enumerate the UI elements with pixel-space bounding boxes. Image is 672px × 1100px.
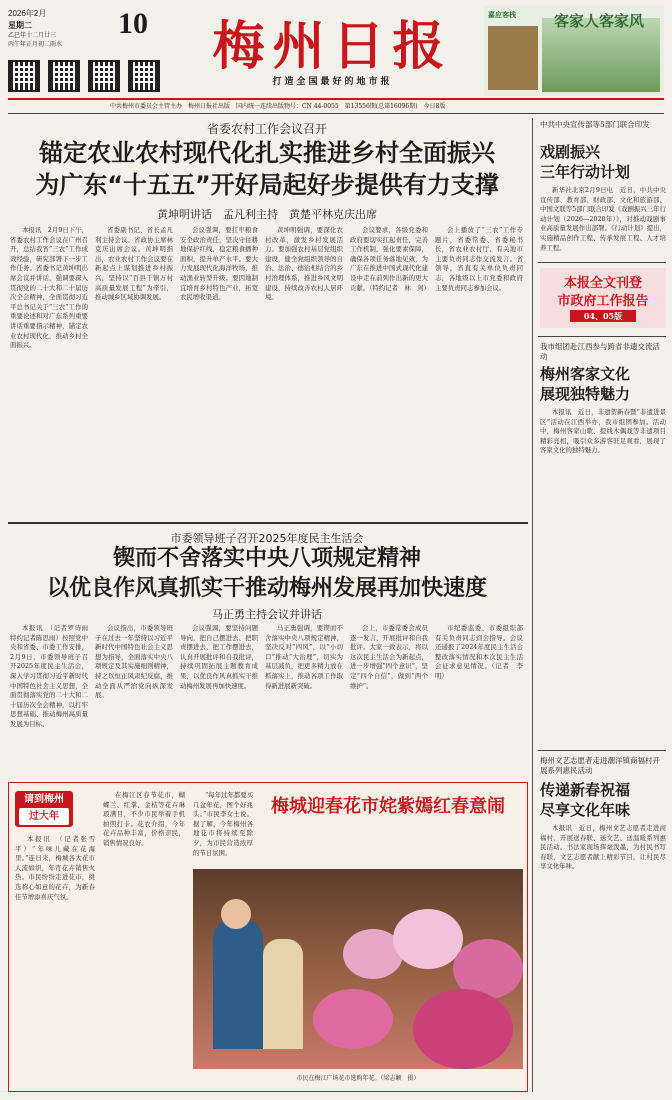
sidebar-item-1-title-2[interactable]: 三年行动计划: [540, 163, 631, 181]
photo-caption: 市民在梅江广场花市选购年花。（梁志颖 摄）: [296, 1075, 420, 1082]
second-column: 会议指出，市委领导班子在过去一年坚持以习近平新时代中国特色社会主义思想为指导，全面落实中央八项规定及其实施细则精神，持之以恒正风肃纪反腐，推动全面从严治党向纵深发展。: [95, 624, 173, 700]
second-byline: 马正勇主持会议并讲话: [212, 608, 322, 621]
second-column: 本报讯 （记者罗诗雨 特约记者陈思雨）按照党中央和省委、市委工作安排，2月9日，市委领导班子召开2025年度民主生活会，深入学习贯彻习近平新时代中国特色社会主义思想，全面贯彻落实党的二十大和二十届历次全会精神，以打牢思想基础、推动梅州高质量发展为目标。: [10, 624, 95, 728]
ad-tag: 嘉应客栈: [488, 12, 516, 19]
report-promo-pages: 04、05版: [570, 310, 636, 322]
newspaper-title: 梅州日报: [212, 15, 453, 77]
qr-code-3[interactable]: [88, 60, 120, 92]
sidebar-item-3-title-1[interactable]: 梅州客家文化: [540, 365, 631, 383]
second-column: 市纪委监委、市委组织部有关负责同志到会指导。会议还通报了2024年度民主生活会整改落实情况和本次民主生活会征求意见情况。（记者 李 明）: [435, 624, 530, 680]
lunar-date-2: 丙午年正月初二雨水: [8, 41, 63, 48]
sidebar-item-4-kicker: 梅州文艺志愿者走进潮洋镇商福村开展系列惠民活动: [540, 756, 660, 775]
ad-book-image: [488, 26, 538, 90]
lead-column: 黄坤明强调，要深化农村改革，激发乡村发展活力。要加强农村基层党组织建设，健全党组织领导的自治、法治、德治相结合的乡村治理体系，推进乡风文明建设，持续改善农村人居环境。: [265, 226, 343, 302]
shopper-figure: [213, 919, 263, 1049]
second-column: 会议强调，要坚持问题导向，把自己摆进去、把职责摆进去、把工作摆进去，认真开展批评和自我批评，持续巩固拓展主题教育成果，以优良作风真抓实干推动梅州发展再加快速度。: [180, 624, 258, 690]
lead-column: 本报讯 2月9日下午，省委农村工作会议在广州召开，总结我省“三农”工作成效经验，研究部署下一步工作任务。省委书记黄坤明出席会议并讲话，强调要深入贯彻党的二十大和二十届历次全会精神，全面贯彻习近平总书记关于“三农”工作的重要论述和对广东系列重要讲话重要指示精神，锚定农业农村现代化，推动乡村全面振兴。: [10, 226, 88, 350]
qr-code-row: [8, 56, 168, 100]
feature-column: 本报讯 （记者张雪平）“年味儿藏在花海里。”连日来，梅城各大花市人流如织，年宵花卉销售火热。市民纷纷走进花市，挑选称心如意的花卉，为新春佳节增添喜庆气氛。: [15, 835, 95, 901]
feature-badge-line-2: 过大年: [19, 808, 69, 825]
qr-code-2[interactable]: [48, 60, 80, 92]
ad-slogan: 客家人客家风: [554, 12, 645, 30]
lead-byline: 黄坤明讲话 孟凡利主持 黄楚平林克庆出席: [157, 208, 377, 221]
issue-weekday: 星期二: [8, 21, 32, 30]
publisher-line: 中共梅州市委员会主管主办 梅州日报社出版 国内统一连续出版物号：CN 44-0055 第13556期(总第16096期) 今日8版: [110, 103, 446, 110]
shopper-head: [221, 899, 251, 929]
second-headline-1[interactable]: 锲而不舍落实中央八项规定精神: [112, 546, 421, 571]
sidebar-item-4-text: 本报讯 近日，梅州文艺志愿者走进商福村，开展送春联、送文艺、送温暖系列惠民活动。书法家现场挥毫泼墨，为村民书写春联，文艺志愿者献上精彩节目，让村民尽享文化年味。: [540, 824, 666, 871]
lead-headline-2[interactable]: 为广东“十五五”开好局起好步提供有力支撑: [35, 171, 499, 199]
feature-badge-line-1: 请到梅州: [24, 794, 64, 805]
sidebar-item-3-text: 本报讯 近日，非遗贺新春暨“非遗进景区”活动在江西举办，我市组团参加。活动中，梅州客家山歌、提线木偶戏等非遗项目精彩亮相，吸引众多游客驻足观看，展现了客家文化的独特魅力。: [540, 408, 666, 455]
sidebar-item-1-text: 新华社北京2月9日电 近日，中共中央宣传部、教育部、财政部、文化和旅游部、中国文联等5部门联合印发《戏剧振兴三年行动计划（2026—2028年）》，对推动戏剧事业高质量发展作出部署。《行动计划》提出，实施精品创作工程、传承发展工程、人才培养工程。: [540, 186, 666, 252]
sidebar-item-1-kicker: 中共中央宣传部等5部门联合印发: [540, 120, 650, 129]
qr-code-4[interactable]: [128, 60, 160, 92]
feature-column: 在梅江区春节花市，蝴蝶兰、红掌、金桔等花卉琳琅满目，不少市民举着手机拍照打卡。花农介绍，今年花卉品种丰富，价格亲民，销售情况良好。: [103, 791, 185, 847]
date-box: [8, 6, 178, 104]
newspaper-title-wrap: [190, 6, 475, 76]
masthead-ad[interactable]: [484, 6, 664, 96]
lead-column: 会议强调，要扛牢粮食安全政治责任，坚决守住耕地保护红线，稳定粮食播种面积，提升单产水平。要大力发展现代化海洋牧场，推动渔业转型升级。要因地制宜培育乡村特色产业，拓宽农民增收渠道。: [180, 226, 258, 302]
child-figure: [263, 939, 303, 1049]
slogan: 打造全国最好的地市报: [272, 77, 393, 87]
issue-date: 2026年2月: [8, 9, 47, 18]
sidebar-item-1-title-1[interactable]: 戏剧振兴: [540, 143, 601, 161]
report-promo[interactable]: [540, 268, 666, 328]
report-promo-line-2: 市政府工作报告: [557, 294, 649, 309]
page-number: 10: [118, 7, 148, 40]
lead-column: 会议要求，各级党委和政府要切实扛起责任，完善工作机制，强化要素保障，确保各项任务落地见效，为广东在推进中国式现代化建设中走在前列作出新的更大贡献。（特约记者 林 剑）: [350, 226, 430, 292]
feature-box: [8, 782, 528, 1092]
lead-column: 会上播放了“三农”工作专题片，省委常委、省委秘书长，省农业农村厅、有关地市主要负责同志作交流发言。省领导，省直有关单位负责同志，各地级以上市党委和政府主要负责同志参加会议。: [435, 226, 523, 292]
sidebar-item-4-title-2[interactable]: 尽享文化年味: [540, 801, 631, 819]
feature-column: “每年过年都要买几盆年花，图个好兆头。”市民李女士说。据了解，今年梅州各地花市将持续至除夕，为市民营造浓厚的节日氛围。: [193, 791, 254, 857]
lead-column: 省委副书记、省长孟凡利主持会议。省政协主席林克庆出席会议。黄坤明指出，农业农村工作会议要在新起点上谋划推进乡村振兴，坚持以“百县千镇万村高质量发展工程”为牵引，推动城乡区域协调发展。: [95, 226, 173, 302]
report-promo-line-1: 本报全文刊登: [563, 276, 642, 291]
sidebar-item-4-title-1[interactable]: 传递新春祝福: [540, 781, 631, 799]
lead-kicker: 省委农村工作会议召开: [206, 122, 327, 136]
qr-code-1[interactable]: [8, 60, 40, 92]
feature-headline[interactable]: 梅城迎春花市姹紫嫣红春意闹: [271, 796, 505, 817]
lead-headline-1[interactable]: 锚定农业农村现代化扎实推进乡村全面振兴: [39, 139, 495, 167]
flower-market-photo: [193, 869, 523, 1069]
second-headline-2[interactable]: 以优良作风真抓实干推动梅州发展再加快速度: [46, 576, 487, 601]
second-column: 马正勇强调，要锲而不舍落实中央八项规定精神，坚决反对“四风”，以“小切口”推动“大治理”，切实为基层减负，把更多精力放在抓落实上，推动各项工作取得新进展新突破。: [265, 624, 343, 690]
lunar-date-1: 乙巳年十二月廿三: [8, 32, 57, 39]
sidebar-item-3-kicker: 我市组团赴江西参与跨省非遗交流活动: [540, 342, 660, 361]
sidebar-item-3-title-2[interactable]: 展现独特魅力: [540, 385, 631, 403]
second-column: 会上，市委常委会成员逐一发言，开展批评和自我批评。大家一致表示，将以这次民主生活会为新起点，进一步增强“四个意识”，坚定“四个自信”，做到“两个维护”。: [350, 624, 428, 690]
feature-badge: [15, 791, 73, 827]
second-kicker: 市委领导班子召开2025年度民主生活会: [170, 532, 364, 545]
